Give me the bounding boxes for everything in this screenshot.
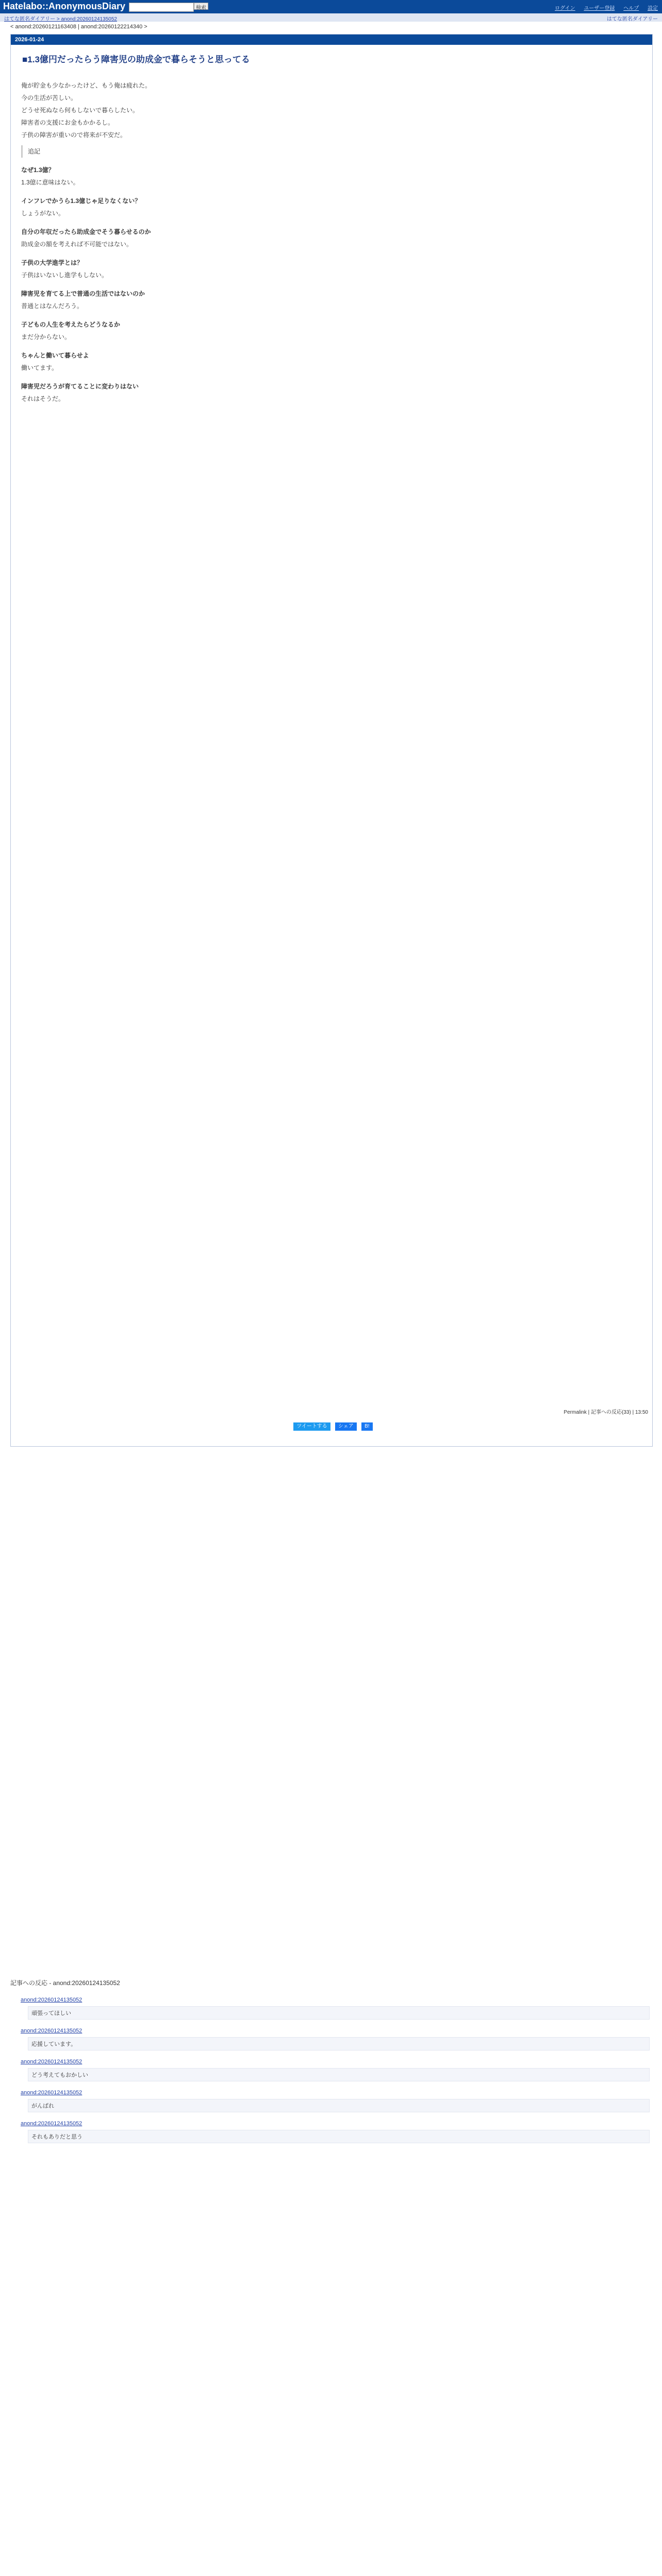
section-text: 子供はいないし進学もしない。 [21,272,108,279]
article-body [21,79,537,405]
search-button[interactable]: 検索 [194,3,208,10]
reply-link[interactable]: anond:20260124135052 [21,2121,82,2127]
section-text: 働いてます。 [21,364,58,371]
reply-node [21,2027,650,2050]
section-heading: 障害児を育てる上で普通の生活ではないのか [21,290,145,297]
section-text: 1.3億に意味はない。 [21,179,79,186]
section-heading: 障害児だろうが育てることに変わりはない [21,383,139,390]
reply-link[interactable]: anond:20260124135052 [21,2028,82,2034]
reply-tree [21,1989,650,2143]
article-paragraph: どうせ死ぬなら何もしないで暮らしたい。 [21,107,139,114]
top-header [0,0,662,13]
reply-text: がんばれ [28,2099,650,2112]
article-paragraph: 俺が貯金も少なかったけど、もう俺は疲れた。 [21,82,152,89]
section-heading: 自分の年収だったら助成金でそう暮らせるのか [21,228,151,235]
site-logo[interactable]: Hatelabo::AnonymousDiary [3,1,126,11]
tweet-button[interactable]: ツイートする [293,1422,330,1431]
reply-node [21,2120,650,2143]
article-title[interactable]: ■1.3億円だったらう障害児の助成金で暮らそうと思ってる [22,55,250,64]
reply-link[interactable]: anond:20260124135052 [21,2090,82,2096]
article-date: 2026-01-24 [11,35,652,45]
facebook-share-button[interactable]: シェア [335,1422,357,1431]
reply-node [21,2089,650,2112]
article [10,34,653,1447]
article-paragraph: 子供の障害が重いので将来が不安だ。 [21,131,127,139]
search-input[interactable] [129,3,194,12]
section-heading: インフレでかうら1.3億じゃ足りなくない？ [21,197,141,205]
section-heading: ちゃんと働いて暮らせよ [21,352,89,359]
header-link[interactable]: ログイン [555,6,575,11]
header-link[interactable]: 設定 [648,6,658,11]
section-text: まだ分からない。 [21,333,71,341]
article-paragraph: 障害者の支援にお金もかかるし。 [21,119,114,126]
article-paragraph: 今の生活が苦しい。 [21,94,77,101]
reply-link[interactable]: anond:20260124135052 [21,2059,82,2065]
reply-text: どう考えてもおかしい [28,2068,650,2081]
sub-navigation [0,13,662,22]
reply-node [21,2058,650,2081]
header-link[interactable]: ヘルプ [623,6,639,11]
share-buttons [11,1422,652,1431]
hatena-bookmark-button[interactable]: B! [361,1422,372,1431]
reply-link[interactable]: anond:20260124135052 [21,1997,82,2003]
section-heading: 子供の大学進学とは？ [21,259,84,266]
addendum-label: 追記 [21,145,537,158]
reply-text: 頑張ってほしい [28,2006,650,2020]
section-heading: なぜ1.3億？ [21,166,55,174]
header-link[interactable]: ユーザー登録 [584,6,615,11]
section-text: しょうがない。 [21,210,65,217]
section-heading: 子どもの人生を考えたらどうなるか [21,321,121,328]
section-text: 助成金の額を考えれば不可能ではない。 [21,241,133,248]
reply-text: 応援しています。 [28,2037,650,2050]
subnav-right-link[interactable]: はてな匿名ダイアリー [606,16,658,22]
reply-node [21,1996,650,2020]
header-links [548,4,658,11]
reply-text: それもありだと思う [28,2130,650,2143]
section-text: それはそうだ。 [21,395,65,402]
section-text: 普通とはなんだろう。 [21,302,84,310]
prev-next-links[interactable]: < anond:20260121163408 | anond:20260122214340 > [10,24,147,30]
breadcrumb[interactable]: はてな匿名ダイアリー > anond:20260124135052 [4,16,117,22]
reply-tree-heading: 記事への反応 - anond:20260124135052 [10,1979,120,1987]
article-footer-links[interactable]: Permalink | 記事への反応(33) | 13:50 [564,1410,648,1415]
